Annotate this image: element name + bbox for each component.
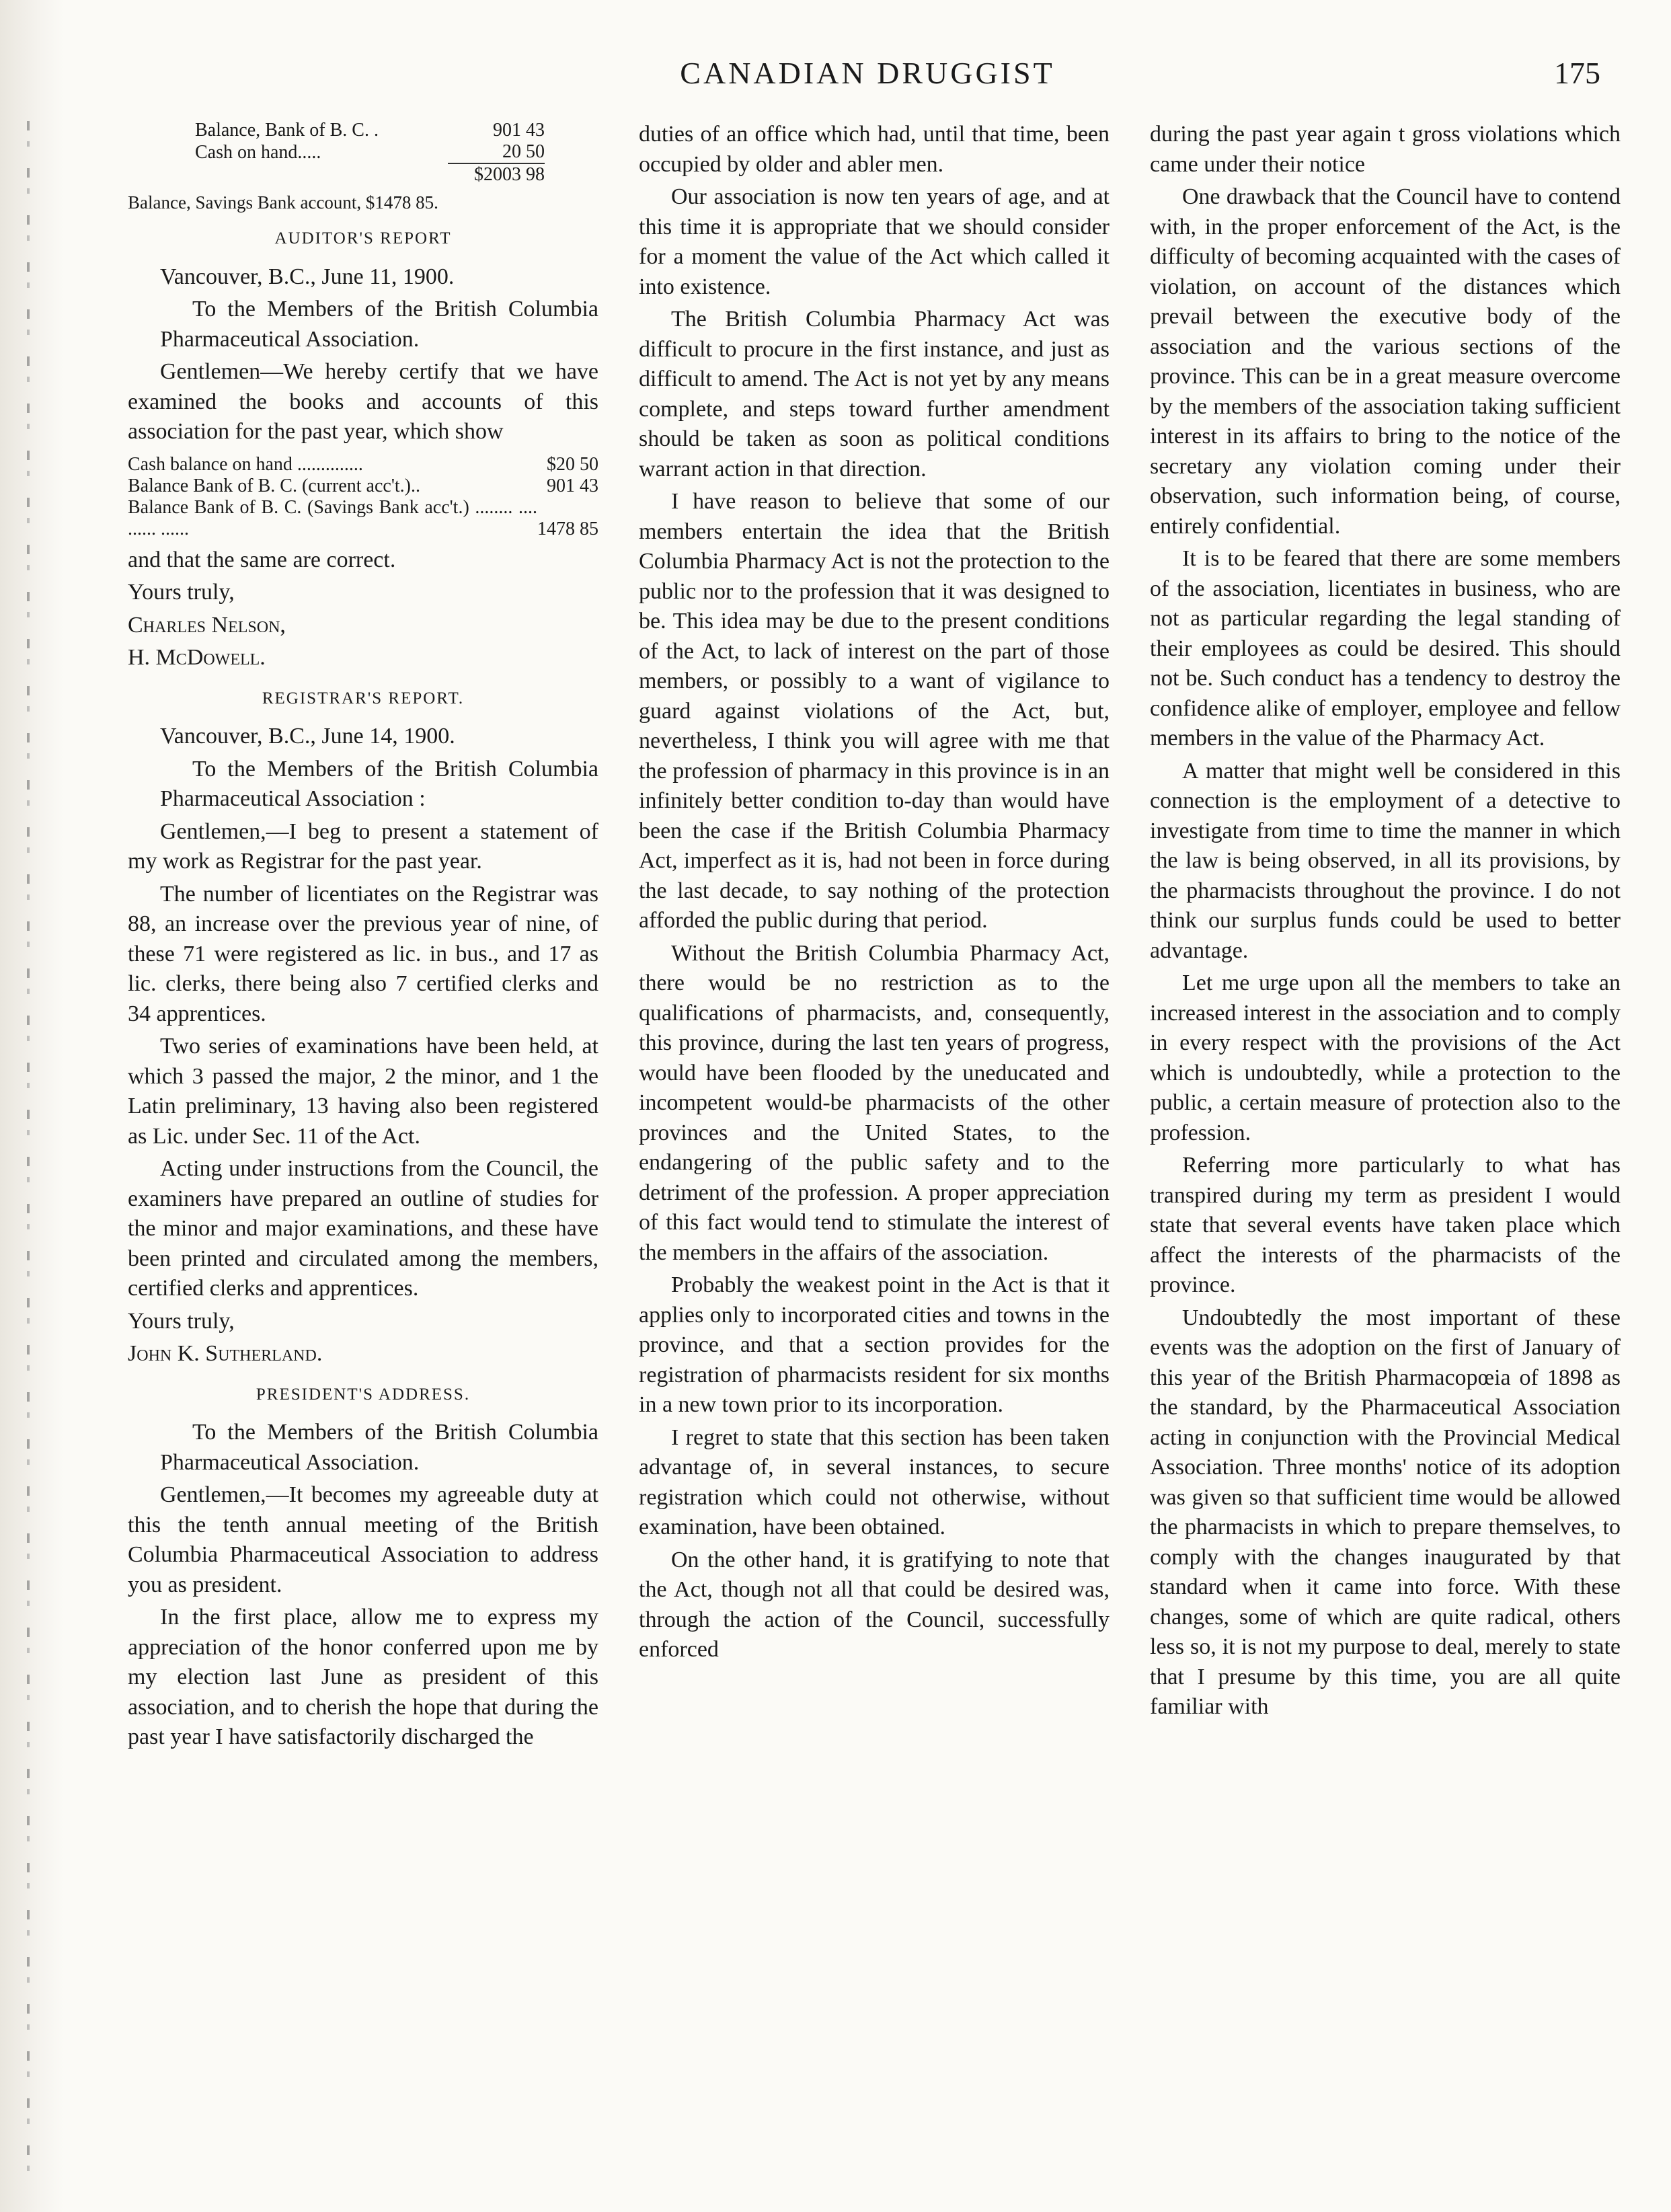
column-2 [639, 120, 1110, 2184]
running-head [134, 48, 1600, 109]
account-row [128, 475, 598, 497]
auditor-signature-1: Charles Nelson, [128, 612, 286, 638]
article-paragraph: I regret to state that this section has been taken advantage of, in several instances, to secure registration which could not otherwise, without examination, have been obtained. [639, 1424, 1110, 1539]
registrar-paragraph: Gentlemen,—I beg to present a statement of my work as Registrar for the past year. [128, 818, 598, 874]
registrar-paragraph: Acting under instructions from the Council, the examiners have prepared an outline of studies for the minor and major examinations, and these have been printed and circulated among the members, certified clerks and apprentices. [128, 1156, 598, 1301]
page-number: 175 [1554, 56, 1600, 90]
article-paragraph: during the past year again t gross violations which came under their notice [1150, 122, 1621, 177]
registrar-closing: Yours truly, [128, 1308, 235, 1334]
president-heading: PRESIDENT'S ADDRESS. [256, 1385, 471, 1404]
registrar-paragraph: The number of licentiates on the Registrar was 88, an increase over the previous year of nine, of these 71 were registered as lic. in bus., and 17 as lic. clerks, there being also 7 certified clerks and 34 apprentices. [128, 881, 598, 1026]
registrar-paragraph: Two series of examinations have been held, at which 3 passed the major, 2 the minor, and 1 the Latin preliminary, 13 having also been registered as Lic. under Sec. 11 of the Act. [128, 1034, 598, 1149]
article-paragraph: Our association is now ten years of age, and at this time it is appropriate that we should consider for a moment the value of the Act which called it into existence. [639, 184, 1110, 299]
auditor-closing: Yours truly, [128, 580, 235, 605]
article-paragraph: I have reason to believe that some of our members entertain the idea that the British Columbia Pharmacy Act is not the protection to the public nor to the profession that it was designed to be. This idea may be due to the present conditions of the Act, to lack of interest on the part of those members, or possibly to a want of vigilance to guard against violations of the Act, but, nevertheless, I think you will agree with me that the profession of pharmacy in this province is in an infinitely better condition to-day than would have been the case if the British Columbia Pharmacy Act, imperfect as it is, had not been in force during the last decade, to say nothing of the protection afforded the public during that period. [639, 489, 1110, 933]
account-amount: 1478 85 [537, 518, 598, 539]
balance-total-row [195, 163, 545, 186]
auditor-heading: AUDITOR'S REPORT [274, 229, 452, 247]
account-row [128, 497, 598, 540]
balance-row-cash [195, 141, 545, 163]
article-paragraph: Let me urge upon all the members to take an increased interest in the association and to comply in every respect with the provisions of the Act which is undoubtedly, while a protection to the public, a certain measure of protection also to the profession. [1150, 970, 1621, 1145]
registrar-heading: REGISTRAR'S REPORT. [262, 689, 465, 708]
president-address: To the Members of the British Columbia Pharmaceutical Association. [160, 1420, 598, 1475]
account-label: Balance Bank of B. C. (current acc't.).. [128, 475, 420, 496]
balance-amount: 20 50 [502, 141, 545, 162]
column-1 [128, 120, 598, 2184]
article-paragraph: Probably the weakest point in the Act is that it applies only to incorporated cities and towns in the province, and that a section provides for the registration of pharmacists resident for six months in a new town prior to its incorporation. [639, 1272, 1110, 1417]
balance-statement [195, 120, 545, 186]
auditor-signature-2: H. McDowell. [128, 645, 266, 670]
article-paragraph: Without the British Columbia Pharmacy Act, there would be no restriction as to the qualifications of pharmacists, and, consequently, this province, during the last ten years of progress, would have been flooded by the uneducated and incompetent would-be pharmacists of the other provinces and the United States, to the endangering of the public safety and to the detriment of the profession. A proper appreciation of this fact would tend to stimulate the interest of the members in the affairs of the association. [639, 940, 1110, 1265]
balance-amount: 901 43 [493, 120, 545, 141]
account-amount: $20 50 [547, 453, 598, 475]
article-paragraph: On the other hand, it is gratifying to note that the Act, though not all that could be desired was, through the action of the Council, successfully enforced [639, 1547, 1110, 1662]
account-label: Cash balance on hand .............. [128, 453, 363, 475]
article-paragraph: A matter that might well be considered in this connection is the employment of a detective to investigate from time to time the manner in which the law is being observed, in all its provisions, by the pharmacists throughout the province. I do not think our surplus funds could be used to better advantage. [1150, 758, 1621, 963]
account-row [128, 454, 598, 475]
article-paragraph: Undoubtedly the most important of these events was the adoption on the first of January of this year of the British Pharmacopœia of 1898 as the standard, by the Pharmaceutical Association acting in conjunction with the Provincial Medical Association. Three months' notice of its adoption was given so that sufficient time would be allowed the pharmacists in which to prepare themselves, to comply with the changes inaugurated by that standard when it came into force. With these changes, some of which are quite radical, others less so, it is not my purpose to deal, merely to state that I presume by this time, you are all quite familiar with [1150, 1305, 1621, 1719]
savings-line: Balance, Savings Bank account, $1478 85. [128, 192, 438, 213]
auditor-after: and that the same are correct. [128, 547, 396, 572]
account-label: Balance Bank of B. C. (Savings Bank acc't.) ........ .... ...... ...... [128, 496, 537, 539]
article-columns [128, 120, 1621, 2184]
auditor-accounts [128, 454, 598, 540]
account-amount: 901 43 [547, 475, 598, 496]
balance-label: Balance, Bank of B. C. . [195, 120, 379, 141]
auditor-body: Gentlemen—We hereby certify that we have examined the books and accounts of this association for the past year, which show [128, 359, 598, 444]
column-3 [1150, 120, 1621, 2184]
article-paragraph: duties of an office which had, until that time, been occupied by older and abler men. [639, 122, 1110, 177]
page-binding-edge [0, 0, 64, 2212]
registrar-address: To the Members of the British Columbia Pharmaceutical Association : [160, 756, 598, 811]
auditor-dateline: Vancouver, B.C., June 11, 1900. [160, 264, 455, 289]
article-paragraph: One drawback that the Council have to contend with, in the proper enforcement of the Act, is the difficulty of becoming acquainted with the cases of violation, on account of the distances which prevail between the executive body of the association and the various sections of the province. This can be in a great measure overcome by the members of the association taking sufficient interest in its affairs to bring to the notice of the secretary any violation coming under their observation, such information being, of course, entirely confidential. [1150, 184, 1621, 539]
article-paragraph: Referring more particularly to what has transpired during my term as president I would state that several events have taken place which affect the interests of the pharmacists of the province. [1150, 1153, 1621, 1297]
auditor-address: To the Members of the British Columbia Pharmaceutical Association. [160, 297, 598, 352]
registrar-signature: John K. Sutherland. [128, 1341, 323, 1366]
article-paragraph: It is to be feared that there are some members of the association, licentiates in business, who are not as particular regarding the legal standing of their employees as could be desired. This should not be. Such conduct has a tendency to destroy the confidence alike of employer, employee and fellow members in the value of the Pharmacy Act. [1150, 546, 1621, 751]
registrar-dateline: Vancouver, B.C., June 14, 1900. [160, 724, 455, 749]
article-paragraph: The British Columbia Pharmacy Act was difficult to procure in the first instance, and just as difficult to amend. The Act is not yet by any means complete, and steps toward further amendment should be taken as soon as political conditions warrant action in that direction. [639, 307, 1110, 482]
president-paragraph: Gentlemen,—It becomes my agreeable duty at this the tenth annual meeting of the British Columbia Pharmaceutical Association to address you as president. [128, 1482, 598, 1597]
balance-total: $2003 98 [448, 163, 545, 186]
president-paragraph: In the first place, allow me to express my appreciation of the honor conferred upon me by my election last June as president of this association, and to cherish the hope that during the past year I have satisfactorily discharged the [128, 1605, 598, 1749]
journal-title: CANADIAN DRUGGIST [680, 56, 1055, 90]
balance-label: Cash on hand..... [195, 142, 321, 163]
balance-row-bank [195, 120, 545, 141]
